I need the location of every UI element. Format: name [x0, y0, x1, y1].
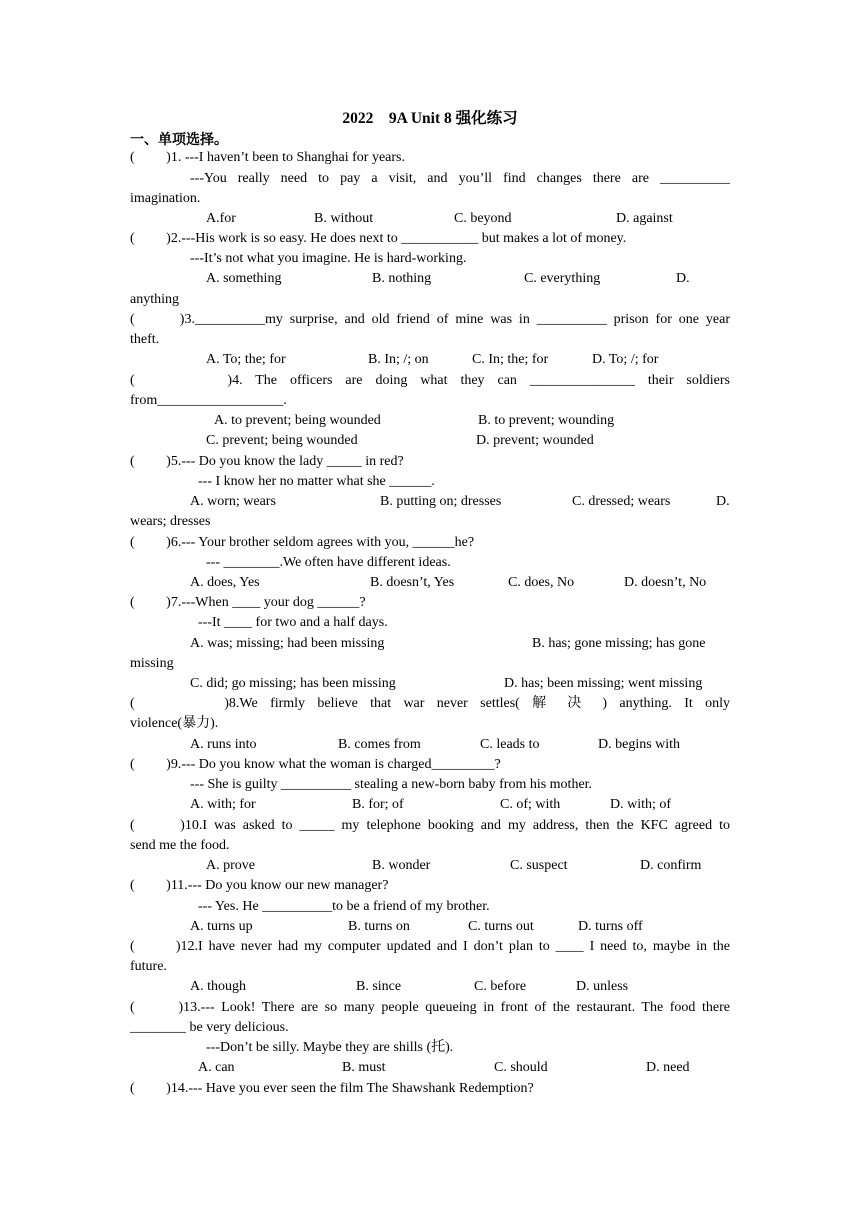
option-a[interactable]: A. can: [198, 1060, 235, 1075]
question-6-stem: ( )6.--- Your brother seldom agrees with you, ______he?: [130, 535, 475, 550]
option-a[interactable]: A. does, Yes: [190, 575, 260, 590]
question-5-line-2: --- I know her no matter what she ______.: [198, 474, 435, 489]
question-2-options: [130, 269, 730, 289]
option-c[interactable]: C. does, No: [508, 575, 575, 590]
option-d[interactable]: D. unless: [576, 979, 629, 994]
option-d[interactable]: D. has; been missing; went missing: [504, 676, 703, 691]
question-5-options: [130, 492, 730, 512]
option-a[interactable]: A.for: [206, 211, 236, 226]
option-d[interactable]: D. To; /; for: [592, 352, 659, 367]
question-1-stem: ( )1. ---I haven’t been to Shanghai for years.: [130, 150, 405, 165]
question-14-stem: ( )14.--- Have you ever seen the film The Shawshank Redemption?: [130, 1081, 534, 1096]
option-d[interactable]: D. begins with: [598, 737, 681, 752]
option-c[interactable]: C. leads to: [480, 737, 540, 752]
option-a[interactable]: A. though: [190, 979, 246, 994]
question-13-options: [130, 1058, 730, 1078]
option-d[interactable]: D. confirm: [640, 858, 702, 873]
option-c[interactable]: C. of; with: [500, 797, 561, 812]
option-b[interactable]: B. turns on: [348, 919, 410, 934]
question-12-options: [130, 977, 730, 997]
question-10-line-2: send me the food.: [130, 838, 230, 853]
question-4-options-cd: [130, 431, 730, 451]
question-13-stem: ( )13.--- Look! There are so many people queueing in front of the restaurant. The food there: [130, 1000, 730, 1015]
question-7-option-b-wrap: missing: [130, 656, 174, 671]
option-d[interactable]: D. need: [646, 1060, 690, 1075]
question-2-option-d-wrap: anything: [130, 292, 179, 307]
question-7-options-ab: [130, 634, 730, 654]
question-10-stem: ( )10.I was asked to _____ my telephone booking and my address, then the KFC agreed to: [130, 818, 730, 833]
question-11-stem: ( )11.--- Do you know our new manager?: [130, 878, 389, 893]
question-12-line-2: future.: [130, 959, 167, 974]
option-d[interactable]: D. against: [616, 211, 673, 226]
question-13-line-2: ________ be very delicious.: [130, 1020, 289, 1035]
question-7-options-cd: [130, 674, 730, 694]
option-c[interactable]: C. beyond: [454, 211, 512, 226]
question-1-line-2: ---You really need to pay a visit, and you’ll find changes there are __________: [190, 171, 730, 186]
question-3-line-2: theft.: [130, 332, 160, 347]
question-8-options: [130, 735, 730, 755]
option-c[interactable]: C. before: [474, 979, 527, 994]
option-c[interactable]: C. everything: [524, 271, 601, 286]
question-3-stem: ( )3.__________my surprise, and old friend of mine was in __________ prison for one year: [130, 312, 730, 327]
question-4-options-ab: [130, 411, 730, 431]
option-a[interactable]: A. was; missing; had been missing: [190, 636, 385, 651]
question-7-stem: ( )7.---When ____ your dog ______?: [130, 595, 366, 610]
option-b[interactable]: B. since: [356, 979, 402, 994]
option-b[interactable]: B. must: [342, 1060, 386, 1075]
option-d[interactable]: D. prevent; wounded: [476, 433, 594, 448]
option-d[interactable]: D. turns off: [578, 919, 643, 934]
option-c[interactable]: C. dressed; wears: [572, 494, 671, 509]
option-c[interactable]: C. turns out: [468, 919, 534, 934]
question-13-line-3: ---Don’t be silly. Maybe they are shills (托).: [206, 1040, 454, 1055]
option-c[interactable]: C. suspect: [510, 858, 568, 873]
question-6-line-2: --- ________.We often have different ideas.: [206, 555, 451, 570]
option-d[interactable]: D.: [676, 271, 690, 286]
option-b[interactable]: B. comes from: [338, 737, 421, 752]
option-a[interactable]: A. with; for: [190, 797, 256, 812]
question-5-option-d-wrap: wears; dresses: [130, 514, 211, 529]
option-b[interactable]: B. has; gone missing; has gone: [532, 636, 706, 651]
question-8-stem: ( )8.We firmly believe that war never settles( 解 决 ) anything. It only: [130, 696, 730, 711]
question-1-options: [130, 209, 730, 229]
option-c[interactable]: C. In; the; for: [472, 352, 549, 367]
question-9-line-2: --- She is guilty __________ stealing a new-born baby from his mother.: [190, 777, 593, 792]
option-b[interactable]: B. In; /; on: [368, 352, 429, 367]
question-1-line-3: imagination.: [130, 191, 201, 206]
option-a[interactable]: A. to prevent; being wounded: [214, 413, 381, 428]
option-b[interactable]: B. putting on; dresses: [380, 494, 502, 509]
question-3-options: [130, 350, 730, 370]
question-6-options: [130, 573, 730, 593]
question-2-line-2: ---It’s not what you imagine. He is hard-working.: [190, 251, 467, 266]
option-a[interactable]: A. something: [206, 271, 282, 286]
question-4-stem: ( )4. The officers are doing what they can _______________ their soldiers: [130, 373, 730, 388]
question-4-line-2: from__________________.: [130, 393, 287, 408]
option-b[interactable]: B. wonder: [372, 858, 431, 873]
page-title: 2022 9A Unit 8 强化练习: [342, 110, 518, 127]
option-b[interactable]: B. nothing: [372, 271, 432, 286]
option-b[interactable]: B. without: [314, 211, 374, 226]
question-2-stem: ( )2.---His work is so easy. He does next to ___________ but makes a lot of money.: [130, 231, 627, 246]
question-9-stem: ( )9.--- Do you know what the woman is charged_________?: [130, 757, 501, 772]
option-b[interactable]: B. for; of: [352, 797, 404, 812]
question-8-line-2: violence(暴力).: [130, 716, 219, 731]
question-11-options: [130, 917, 730, 937]
option-a[interactable]: A. worn; wears: [190, 494, 276, 509]
option-c[interactable]: C. did; go missing; has been missing: [190, 676, 396, 691]
question-10-options: [130, 856, 730, 876]
option-a[interactable]: A. To; the; for: [206, 352, 286, 367]
option-a[interactable]: A. runs into: [190, 737, 257, 752]
question-12-stem: ( )12.I have never had my computer updated and I don’t plan to ____ I need to, maybe in the: [130, 939, 730, 954]
option-c[interactable]: C. should: [494, 1060, 548, 1075]
option-b[interactable]: B. doesn’t, Yes: [370, 575, 455, 590]
option-a[interactable]: A. prove: [206, 858, 255, 873]
option-a[interactable]: A. turns up: [190, 919, 253, 934]
question-5-stem: ( )5.--- Do you know the lady _____ in red?: [130, 454, 404, 469]
option-d[interactable]: D. doesn’t, No: [624, 575, 707, 590]
option-d[interactable]: D.: [716, 494, 730, 509]
option-c[interactable]: C. prevent; being wounded: [206, 433, 358, 448]
option-b[interactable]: B. to prevent; wounding: [478, 413, 615, 428]
question-11-line-2: --- Yes. He __________to be a friend of my brother.: [198, 899, 490, 914]
section-heading: 一、单项选择。: [130, 133, 228, 148]
option-d[interactable]: D. with; of: [610, 797, 672, 812]
question-9-options: [130, 795, 730, 815]
question-7-line-2: ---It ____ for two and a half days.: [198, 615, 388, 630]
